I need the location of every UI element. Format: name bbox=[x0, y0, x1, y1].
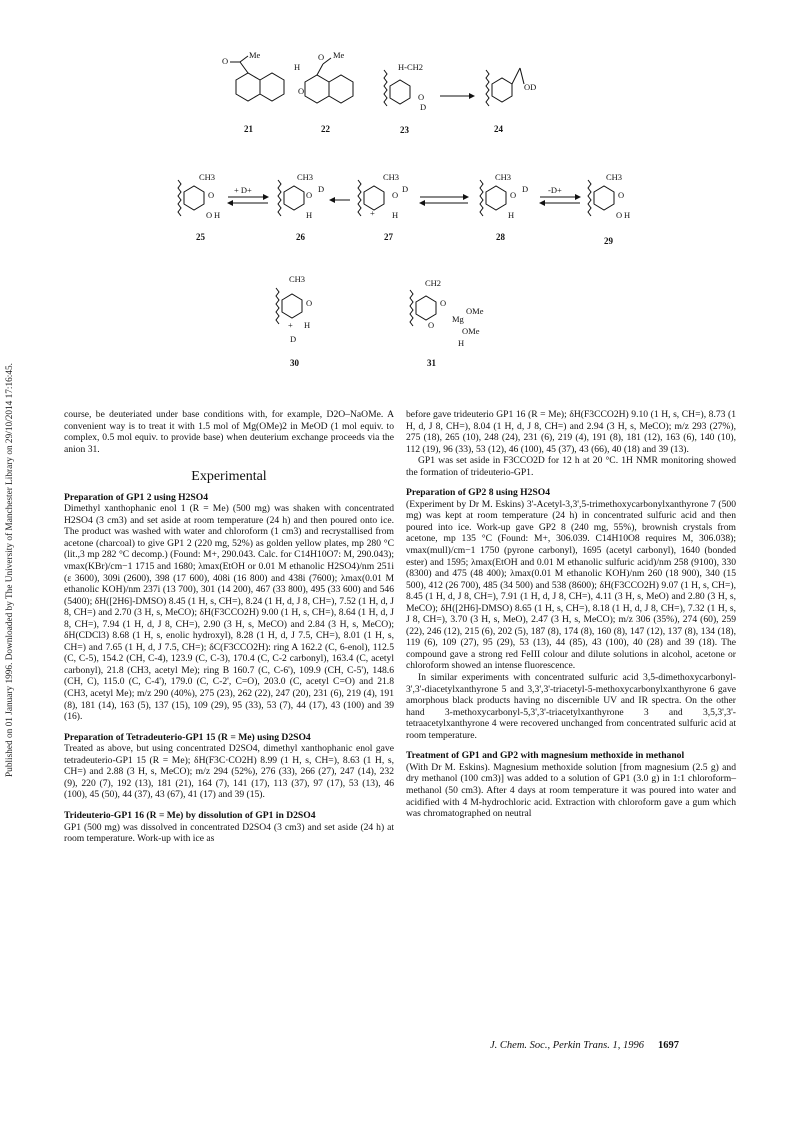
structure-23 bbox=[384, 62, 426, 112]
page-footer bbox=[490, 1040, 679, 1051]
atom-h: H bbox=[624, 210, 631, 220]
atom-ch3: CH3 bbox=[297, 172, 314, 182]
structure-31 bbox=[410, 278, 484, 348]
compound-label-21: 21 bbox=[244, 124, 253, 134]
atom-mg: Mg bbox=[452, 314, 464, 324]
paragraph-gp2-prep: (Experiment by Dr M. Eskins) 3'-Acetyl-3,3',5-trimethoxycarbonylxanthyrone 7 (500 mg) was kept at room temperature (24 h) in concentrated sulfuric acid and then poured into ice. Work-up gave GP2 8 (240 mg, 55%), brownish crystals from acetone, mp 135 °C (Found: M+, 306.039. C14H10O8 requires M, 306.038); νmax(mull)/cm−1 1750 (pyrone carbonyl), 1695 (acetyl carbonyl), 1640 (bonded ester) and 1595; λmax(EtOH and 0.01 M ethanolic sulfuric acid)/nm 258 (9100), 330 (8300) and 475 (48 400); λmax(0.01 M ethanolic KOH)/nm 260 (18 900), 340 (15 500), 412 (26 700), 485 (34 500) and 538 (8600); δH(F3CCO2H) 9.07 (1 H, s, CH=), 8.45 (1 H, d, J 8, CH=), 7.91 (1 H, d, J 8, CH=), 4.11 (3 H, s, MeO) and 2.80 (3 H, s, MeCO); δH([2H6]-DMSO) 8.65 (1 H, s, CH=), 8.18 (1 H, d, J 8, CH=), 7.32 (1 H, s, J 8, CH=), 3.70 (3 H, s, MeO), 2.47 (3 H, s, MeCO); m/z 306 (35%), 274 (60), 259 (22), 246 (12), 215 (6), 202 (5), 187 (8), 174 (8), 160 (8), 147 (12), 137 (8), 134 (18), 119 (6), 109 (27), 95 (29), 53 (13), 44 (85), 43 (100), 40 (28) and 39 (18). The compound gave a strong red FeIII colour and dilute solutions in alcohol, acetone or chloroform showed an intense fluorescence. bbox=[406, 498, 736, 672]
atom-d: D bbox=[522, 184, 529, 194]
structure-25 bbox=[178, 172, 220, 220]
atom-o: O bbox=[206, 210, 213, 220]
paragraph-nmr-monitoring: GP1 was set aside in F3CCO2D for 12 h at 20 °C. 1H NMR monitoring showed the formation of trideuterio-GP1. bbox=[406, 455, 736, 478]
atom-o: O bbox=[428, 320, 435, 330]
page-number: 1697 bbox=[658, 1040, 679, 1051]
paragraph-tetradeuterio: Treated as above, but using concentrated D2SO4, dimethyl xanthophanic enol gave tetradeuterio-GP1 15 (R = Me); δH(F3C·CO2H) 8.99 (1 H, s, CH=), 8.63 (1 H, s, CH=) and 2.88 (3 H, s, MeCO); m/z 294 (52%), 276 (33), 266 (27), 247 (14), 232 (9), 220 (7), 192 (13), 181 (21), 164 (7), 141 (17), 113 (37), 97 (17), 53 (13), 46 (100), 45 (50), 44 (37), 43 (67), 41 (17) and 39 (15). bbox=[64, 743, 394, 801]
paragraph-trideuterio-cont: before gave trideuterio GP1 16 (R = Me); δH(F3CCO2H) 9.10 (1 H, s, CH=), 8.73 (1 H, d, J 8, CH=), 8.04 (1 H, d, J 8, CH=) and 2.94 (3 H, s, MeCO); m/z 293 (27%), 275 (18), 265 (10), 248 (24), 231 (6), 219 (4), 191 (8), 181 (12), 163 (6), 140 (10), 112 (19), 96 (33), 53 (12), 46 (100), 45 (37), 43 (66), 40 (18) and 39 (13). bbox=[406, 409, 736, 455]
right-column bbox=[406, 409, 736, 820]
structure-29 bbox=[588, 172, 630, 220]
atom-ch3: CH3 bbox=[383, 172, 400, 182]
atom-ome: OMe bbox=[462, 326, 480, 336]
subheading-gp1-prep: Preparation of GP1 2 using H2SO4 bbox=[64, 491, 209, 503]
subheading-trideuterio: Trideuterio-GP1 16 (R = Me) by dissolution of GP1 in D2SO4 bbox=[64, 809, 316, 821]
atom-od: OD bbox=[524, 82, 537, 92]
atom-h: H bbox=[304, 320, 311, 330]
atom-h: H bbox=[508, 210, 515, 220]
intro-paragraph: course, be deuteriated under base conditions with, for example, D2O–NaOMe. A convenient way is to treat it with 1.5 mol of Mg(OMe)2 in MeOD (1 mol equiv. to complex, 0.5 mol equiv. to provide base) when deuterium exchange proceeds via the anion 31. bbox=[64, 409, 394, 455]
structure-28 bbox=[480, 172, 528, 220]
atom-plus: + bbox=[370, 208, 375, 218]
compound-label-27: 27 bbox=[384, 232, 393, 242]
compound-label-23: 23 bbox=[400, 125, 409, 135]
structure-24 bbox=[486, 68, 536, 106]
atom-ch3: CH3 bbox=[495, 172, 512, 182]
atom-me: Me bbox=[333, 50, 345, 60]
atom-o: O bbox=[222, 56, 229, 66]
atom-h: H bbox=[306, 210, 313, 220]
compound-label-22: 22 bbox=[321, 124, 330, 134]
section-heading-experimental: Experimental bbox=[191, 469, 267, 485]
reagent-minus-d: -D+ bbox=[548, 185, 562, 195]
atom-d: D bbox=[290, 334, 297, 344]
atom-o: O bbox=[298, 86, 305, 96]
subheading-mg-methoxide: Treatment of GP1 and GP2 with magnesium methoxide in methanol bbox=[406, 750, 685, 762]
structure-30 bbox=[276, 274, 312, 344]
download-notice: Published on 01 January 1996. Downloaded by The University of Manchester Library on 29/10/2014 17:16:45. bbox=[5, 363, 15, 777]
atom-h-ch2: H-CH2 bbox=[398, 62, 424, 72]
left-column bbox=[64, 409, 394, 845]
atom-ch3: CH3 bbox=[289, 274, 306, 284]
atom-o: O bbox=[418, 92, 425, 102]
compound-label-26: 26 bbox=[296, 232, 305, 242]
subheading-tetradeuterio: Preparation of Tetradeuterio-GP1 15 (R = Me) using D2SO4 bbox=[64, 731, 311, 743]
atom-ch3: CH3 bbox=[606, 172, 623, 182]
atom-h: H bbox=[458, 338, 465, 348]
paragraph-similar-experiments: In similar experiments with concentrated sulfuric acid 3,5-dimethoxycarbonyl-3',3'-diacetylxanthyrone 5 and 3,3',3'-triacetyl-5-methoxycarbonylxanthyrone 6 gave amorphous black products having no discernible UV and IR spectra. On the other hand 3-methoxycarbonyl-5,3',3'-triacetylxanthyrone 3 and 3,5,3',3'-tetraacetylxanthyrone 4 were recovered unchanged from concentrated sulfuric acid at room temperature. bbox=[406, 672, 736, 741]
atom-o: O bbox=[440, 298, 447, 308]
compound-label-24: 24 bbox=[494, 124, 503, 134]
atom-d: D bbox=[402, 184, 409, 194]
atom-o: O bbox=[318, 52, 325, 62]
compound-label-28: 28 bbox=[496, 232, 505, 242]
structure-22 bbox=[294, 50, 353, 103]
atom-o: O bbox=[510, 190, 517, 200]
atom-d: D bbox=[420, 102, 427, 112]
paragraph-gp1-prep: Dimethyl xanthophanic enol 1 (R = Me) (500 mg) was shaken with concentrated H2SO4 (3 cm3) and set aside at room temperature (24 h) and then poured onto ice. The product was washed with water and chloroform (1 cm3) and recrystallised from acetone (charcoal) to give GP1 2 (220 mg, 52%) as golden yellow plates, mp 280 °C (lit.,3 mp 282 °C decomp.) (Found: M+, 290.043. Calc. for C14H10O7: M, 290.043); νmax(KBr)/cm−1 1715 and 1680; λmax(EtOH or 0.01 M ethanolic H2SO4)/nm 251i (ε 3600), 309i (2600), 398 (17 600), 408i (16 800) and 438i (7600); λmax(0.01 M ethanolic KOH)/nm 237i (13 700), 301 (14 200), 467 (33 800), 495 (33 600) and 546 (5400); δH([2H6]-DMSO) 8.45 (1 H, s, CH=), 8.24 (1 H, d, J 8, CH=), 7.52 (1 H, d, J 8, CH=) and 2.70 (3 H, s, MeCO); δH(F3CCO2H) 9.00 (1 H, s, CH=), 8.64 (1 H, d, J 8, CH=), 7.94 (1 H, d, J 8, CH=), 2.90 (3 H, s, MeCO) and 2.84 (3 H, s, MeCO); δH(CDCl3) 8.68 (1 H, s, enolic hydroxyl), 8.28 (1 H, d, J 7.5, CH=), 8.01 (1 H, s, CH=) and 7.65 (1 H, d, J 7.5, CH=); δC(F3CCO2H): ring A 162.2 (C, 6-enol), 112.5 (C, C-5), 154.2 (CH, C-4), 123.9 (C, C-3), 170.4 (C, C-2 carbonyl), 163.4 (C, acetyl carbonyl), 21.8 (CH3, acetyl Me); ring B 160.7 (C, C-6'), 109.9 (CH, C-5'), 148.6 (CH, C), 115.0 (C, C-4'), 179.0 (C, C-2', C=O), 203.0 (C, acetyl C=O) and 21.8 (CH3, acetyl Me); m/z 290 (40%), 275 (23), 262 (22), 247 (20), 231 (6), 219 (4), 191 (8), 181 (14), 163 (5), 137 (15), 109 (29), 95 (33), 53 (7), 44 (17), 43 (100) and 39 (16). bbox=[64, 503, 394, 723]
atom-me: Me bbox=[249, 50, 261, 60]
journal-citation: J. Chem. Soc., Perkin Trans. 1, 1996 bbox=[490, 1040, 644, 1051]
atom-h: H bbox=[392, 210, 399, 220]
atom-ome: OMe bbox=[466, 306, 484, 316]
structure-21 bbox=[222, 50, 284, 101]
compound-label-29: 29 bbox=[604, 236, 613, 246]
atom-o: O bbox=[208, 190, 215, 200]
atom-o: O bbox=[306, 298, 313, 308]
paragraph-mg-methoxide: (With Dr M. Eskins). Magnesium methoxide solution [from magnesium (2.5 g) and dry methanol (100 cm3)] was added to a solution of GP1 (3.0 g) in 1:1 chloroform–methanol (50 cm3). After 4 days at room temperature it was poured into water and acidified with 4 M-hydrochloric acid. Extraction with chloroform gave a gum which was chromatographed on neutral bbox=[406, 761, 736, 820]
reaction-schemes bbox=[0, 0, 793, 390]
compound-label-31: 31 bbox=[427, 358, 436, 368]
atom-ch2: CH2 bbox=[425, 278, 442, 288]
atom-o: O bbox=[392, 190, 399, 200]
atom-ch3: CH3 bbox=[199, 172, 216, 182]
paragraph-trideuterio: GP1 (500 mg) was dissolved in concentrated D2SO4 (3 cm3) and set aside (24 h) at room temperature. Work-up with ice as bbox=[64, 821, 394, 845]
atom-plus: + bbox=[288, 320, 293, 330]
reagent-plus-d: + D+ bbox=[234, 185, 252, 195]
atom-h: H bbox=[294, 62, 301, 72]
atom-o: O bbox=[616, 210, 623, 220]
compound-label-25: 25 bbox=[196, 232, 205, 242]
atom-o: O bbox=[618, 190, 625, 200]
atom-d: D bbox=[318, 184, 325, 194]
compound-label-30: 30 bbox=[290, 358, 299, 368]
atom-h: H bbox=[214, 210, 221, 220]
atom-o: O bbox=[306, 190, 313, 200]
structure-27 bbox=[358, 172, 408, 220]
subheading-gp2-prep: Preparation of GP2 8 using H2SO4 bbox=[406, 487, 551, 499]
structure-26 bbox=[278, 172, 324, 220]
